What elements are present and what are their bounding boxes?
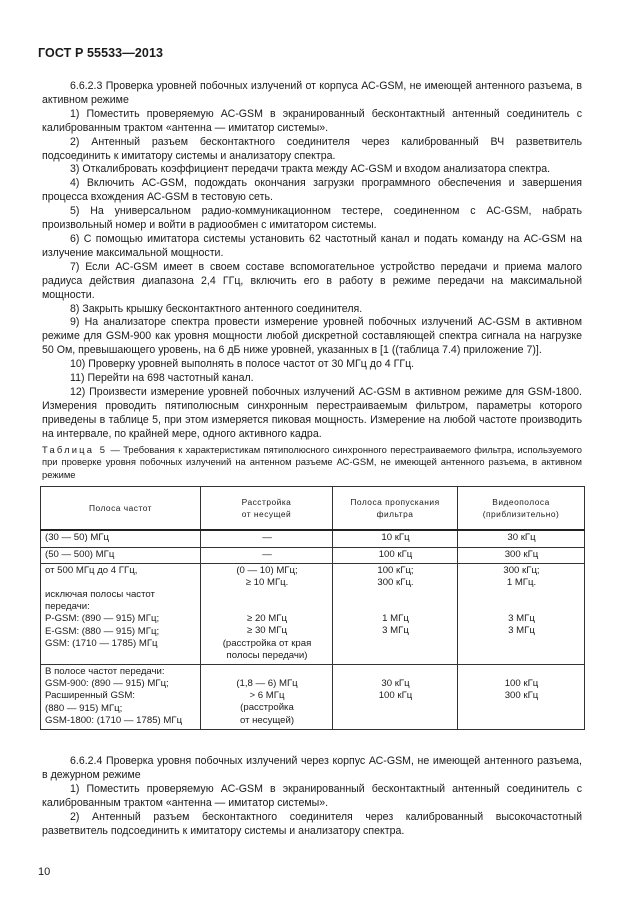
cell-line: 300 кГц; [503, 564, 540, 576]
cell-line: — [262, 532, 272, 544]
cell-line: 100 кГц [504, 677, 539, 689]
cell-line: ≥ 20 МГц [247, 613, 287, 625]
cell-line: ≥ 30 МГц [247, 625, 287, 637]
cell-line: 100 кГц [378, 690, 413, 702]
cell-line [337, 666, 454, 678]
cell-line: (880 — 915) МГц; [45, 702, 123, 714]
cell-line: 100 кГц [378, 548, 413, 560]
cell-line: Расширенный GSM: [45, 690, 135, 702]
before-paragraph: 11) Перейти на 698 частотный канал. [70, 372, 254, 385]
table-header-cell [458, 487, 585, 531]
table-header-row [41, 487, 585, 531]
table-header-cell [41, 487, 201, 531]
cell-line [462, 666, 581, 678]
cell-line: > 6 МГц [249, 690, 285, 702]
cell-line [205, 601, 329, 613]
cell-line [205, 666, 329, 678]
cell-line: исключая полосы частот [45, 588, 155, 600]
before-paragraph: 2) Антенный разъем бесконтактного соединителя через калиброванный ВЧ разветвитель подсоединить к имитатору системы и анализатору спектра. [42, 135, 582, 162]
cell-line: Видеополоса [492, 497, 550, 508]
cell-line: от несущей [241, 509, 292, 520]
cell-line: 30 кГц [381, 677, 410, 689]
before-paragraph: 4) Включить АС-GSM, подождать окончания загрузки программного обеспечения и завершения процесса вхождения АС-GSM в тестовую сеть. [42, 177, 582, 204]
cell-line: ≥ 10 МГц. [245, 576, 289, 588]
paragraphs-after [42, 755, 582, 838]
table-caption-text: — Требования к характеристикам пятиполюсного синхронного перестраиваемого фильтра, используемого при проверке уровня побочных излучений на антенном разъеме АС-GSM, не имеющей антенного разъема, в активном режиме [42, 443, 582, 480]
cell-line: (0 — 10) МГц; [236, 564, 298, 576]
cell-line: 300 кГц. [377, 576, 414, 588]
table-cell [458, 664, 585, 729]
before-paragraph: 5) На универсальном радио-коммуникационном тестере, соединенном с АС-GSM, набрать произвольный номер и войти в радиообмен с имитатором системы. [42, 205, 582, 232]
cell-line: 300 кГц [504, 690, 539, 702]
cell-line: 30 кГц [507, 532, 536, 544]
cell-line: GSM-900: (890 — 915) МГц; [45, 678, 169, 690]
filter-requirements-table [40, 486, 585, 730]
cell-line [337, 589, 454, 601]
cell-line: 100 кГц; [377, 564, 414, 576]
table-cell [458, 530, 585, 547]
before-paragraph: 8) Закрыть крышку бесконтактного антенного соединителя. [70, 302, 363, 315]
cell-line: 1 МГц. [506, 576, 537, 588]
cell-line: (50 — 500) МГц [45, 548, 115, 560]
table-caption-label: Таблица 5 [42, 443, 108, 455]
before-paragraph: 10) Проверку уровней выполнять в полосе частот от 30 МГц до 4 ГГц. [70, 358, 415, 371]
table-cell [458, 563, 585, 664]
cell-line: передачи: [45, 601, 90, 613]
before-paragraph: 1) Поместить проверяемую АС-GSM в экранированный бесконтактный антенный соединитель с калиброванным трактом «антенна — имитатор системы». [42, 107, 582, 134]
table-cell [333, 530, 458, 547]
cell-line [462, 601, 581, 613]
cell-line: GSM: (1710 — 1785) МГц [45, 637, 158, 649]
cell-line: 3 МГц [508, 625, 535, 637]
cell-line: E-GSM: (880 — 915) МГц; [45, 625, 160, 637]
cell-line: 1 МГц [382, 613, 409, 625]
cell-line: (расстройка от края [222, 637, 312, 649]
cell-line: Полоса пропускания [350, 497, 440, 508]
cell-line [45, 577, 197, 589]
cell-line: P-GSM: (890 — 915) МГц; [45, 613, 160, 625]
table-cell [333, 664, 458, 729]
table-cell [201, 547, 333, 563]
table-cell [41, 563, 201, 664]
table-row [41, 530, 585, 547]
cell-line: (30 — 50) МГц [45, 532, 110, 544]
after-paragraph: 1) Поместить проверяемую АС-GSM в экранированный бесконтактный антенный соединитель с калиброванным трактом «антенна — имитатор системы». [42, 782, 582, 809]
cell-line: от 500 МГц до 4 ГГц, [45, 564, 138, 576]
cell-line: GSM-1800: (1710 — 1785) МГц [45, 714, 183, 726]
table-cell [333, 547, 458, 563]
table-cell [41, 530, 201, 547]
cell-line: 3 МГц [382, 625, 409, 637]
page-number: 10 [38, 866, 51, 878]
table-cell [458, 547, 585, 563]
cell-line: Расстройка [241, 497, 292, 508]
table-row [41, 563, 585, 664]
cell-line: 300 кГц [504, 548, 539, 560]
before-paragraph: 6.6.2.3 Проверка уровней побочных излучений от корпуса АС-GSM, не имеющей антенного разъема, в активном режиме [42, 80, 582, 106]
before-paragraph: 9) На анализаторе спектра провести измерение уровней побочных излучений АС-GSM в активном режиме для GSM-900 как уровня мощности любой дискретной составляющей спектра сигнала на нагрузке 50 Ом, превышающего уровень, на 6 дБ ниже уровней, указанных в [1 ((таблица 7.4) приложение 7)]. [42, 316, 582, 357]
before-paragraph: 3) Откалибровать коэффициент передачи тракта между АС-GSM и входом анализатора спектра. [70, 163, 551, 176]
table-caption [42, 444, 582, 482]
table-cell [201, 530, 333, 547]
cell-line: фильтра [376, 509, 414, 520]
table-cell [201, 563, 333, 664]
cell-line: (1,8 — 6) МГц [236, 677, 298, 689]
cell-line: от несущей) [239, 714, 295, 726]
cell-line: 3 МГц [508, 613, 535, 625]
before-paragraph: 7) Если АС-GSM имеет в своем составе вспомогательное устройство передачи и приема малого радиуса действия диапазона 2,4 ГГц, включить его в работу в режиме передачи на максимальной мощности. [42, 260, 582, 301]
table-header-cell [333, 487, 458, 531]
before-paragraph: 12) Произвести измерение уровней побочных излучений АС-GSM в активном режиме для GSM-1800. Измерения проводить пятиполюсным синхронным перестраиваемым фильтром, параметры которого приведены в таблице 5, при этом измеряется пиковая мощность. Измерение на любой частоте производить на интервале, по крайней мере, одного активного кадра. [42, 385, 582, 440]
table-cell [41, 547, 201, 563]
cell-line: 10 кГц [381, 532, 410, 544]
before-paragraph: 6) С помощью имитатора системы установить 62 частотный канал и подать команду на АС-GSM на излучение максимальной мощности. [42, 232, 582, 259]
table-cell [41, 664, 201, 729]
document-body [42, 80, 582, 838]
cell-line: полосы передачи) [226, 649, 308, 661]
table-row [41, 547, 585, 563]
table-row [41, 664, 585, 729]
table-cell [201, 664, 333, 729]
after-paragraph: 2) Антенный разъем бесконтактного соединителя через калиброванный высокочастотный разветвитель подсоединить к имитатору системы и анализатору спектра. [42, 810, 582, 837]
table-cell [333, 563, 458, 664]
cell-line: Полоса частот [88, 503, 153, 514]
cell-line: (приблизительно) [482, 509, 560, 520]
document-header: ГОСТ Р 55533—2013 [38, 46, 164, 60]
cell-line [462, 589, 581, 601]
cell-line [205, 589, 329, 601]
cell-line [337, 601, 454, 613]
table-header-cell [201, 487, 333, 531]
cell-line: (расстройка [240, 702, 294, 714]
after-paragraph: 6.6.2.4 Проверка уровня побочных излучений через корпус АС-GSM, не имеющей антенного разъема, в дежурном режиме [42, 754, 582, 781]
cell-line: — [262, 548, 272, 560]
paragraphs-before [42, 80, 582, 442]
cell-line: В полосе частот передачи: [45, 665, 165, 677]
